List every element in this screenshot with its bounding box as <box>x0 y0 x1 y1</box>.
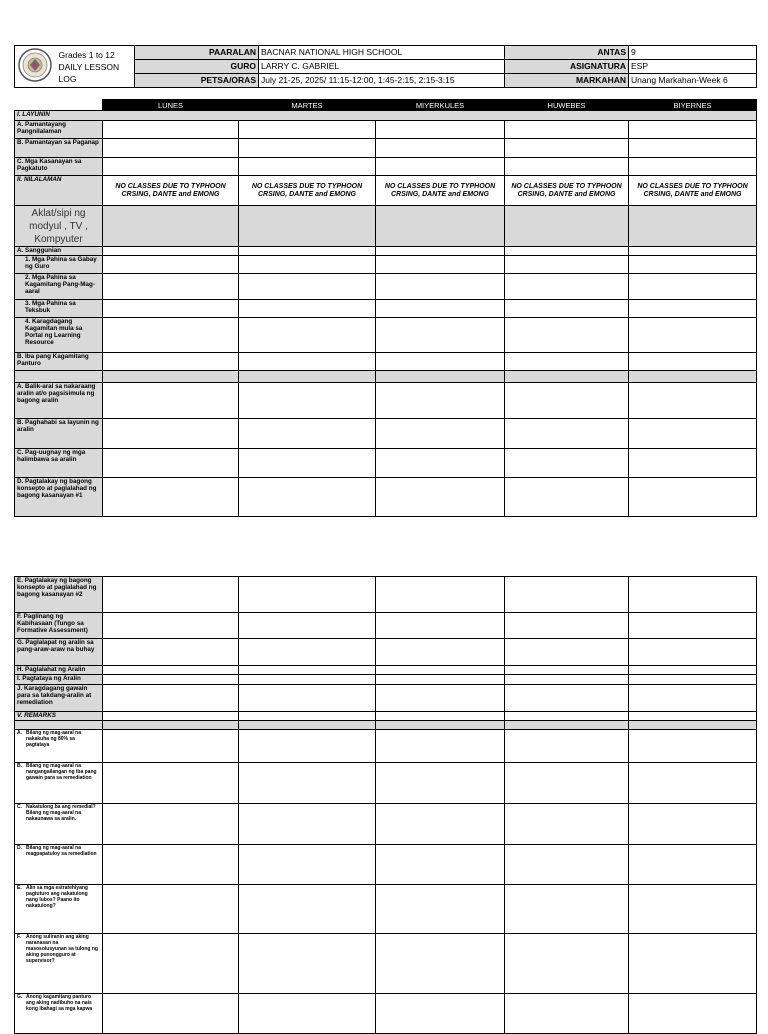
doc-title-cell <box>57 46 135 88</box>
reflection-item: B. Bilang ng mag-aaral na nangangailangan ng iba pang gawain para sa remediation <box>15 763 103 804</box>
date-value: July 21-25, 2025/ 11:15-12:00, 1:45-2:15, 2:15-3:15 <box>259 74 505 88</box>
deped-seal-cell <box>15 46 57 88</box>
lesson-plan-table-2 <box>14 576 757 1034</box>
row-label-content-standard: A. Pamantayang Pangnilalaman <box>15 121 103 139</box>
reflection-item: F. Anong suliranin ang aking naranasan na masosolusyunan sa tulong ng aking punongguro at supervisor? <box>15 934 103 994</box>
reflection-item: A. Bilang ng mag-aaral na nakakuha ng 80% sa pagtataya <box>15 730 103 763</box>
section-objectives: I. LAYUNIN <box>15 111 757 121</box>
deped-seal-icon <box>15 46 55 84</box>
row-label-discussion-1: D. Pagtalakay ng bagong konsepto at paglalahad ng bagong kasanayan #1 <box>15 478 103 517</box>
row-label-performance-standard: B. Pamantayan sa Paganap <box>15 139 103 158</box>
reflection-item: C. Nakatulong ba ang remedial? Bilang ng mag-aaral na nakaunawa sa aralin. <box>15 804 103 845</box>
row-label-mastery: F. Paglinang ng Kabihasaan (Tungo sa Formative Assessment) <box>15 613 103 639</box>
day-thursday: HUWEBES <box>505 100 629 111</box>
day-friday: BIYERNES <box>629 100 757 111</box>
subject-value: ESP <box>629 60 757 74</box>
subject-label: ASIGNATURA <box>505 60 629 74</box>
school-label: PAARALAN <box>135 46 259 60</box>
reflection-item: G. Anong kagamitang panturo ang aking nadibuho na nais kong ibahagi sa mga kapwa <box>15 994 103 1034</box>
row-label-lr-portal: 4. Karagdagang Kagamitan mula sa Portal ng Learning Resource <box>15 318 103 353</box>
quarter-value: Unang Markahan-Week 6 <box>629 74 757 88</box>
teacher-label: GURO <box>135 60 259 74</box>
no-classes-wednesday: NO CLASSES DUE TO TYPHOON CRSING, DANTE and EMONG <box>376 176 505 206</box>
grade-label: ANTAS <box>505 46 629 60</box>
teacher-value: LARRY C. GABRIEL <box>259 60 505 74</box>
row-label-examples: C. Pag-uugnay ng mga halimbawa sa aralin <box>15 449 103 478</box>
row-label-evaluation: I. Pagtataya ng Aralin <box>15 675 103 685</box>
date-label: PETSA/ORAS <box>135 74 259 88</box>
quarter-label: MARKAHAN <box>505 74 629 88</box>
row-label-generalization: H. Paglalahat ng Aralin <box>15 666 103 675</box>
doc-title-line1: DAILY LESSON <box>58 61 120 72</box>
row-label-application: G. Paglalapat ng aralin sa pang-araw-araw na buhay <box>15 639 103 666</box>
materials-label: Aklat/sipi ng modyul , TV , Kompyuter <box>15 206 103 247</box>
reflection-item: D. Bilang ng mag-aaral na magpapatuloy sa remediation <box>15 845 103 885</box>
no-classes-friday: NO CLASSES DUE TO TYPHOON CRSING, DANTE and EMONG <box>629 176 757 206</box>
no-classes-tuesday: NO CLASSES DUE TO TYPHOON CRSING, DANTE and EMONG <box>239 176 376 206</box>
row-label-other-materials: B. Iba pang Kagamitang Panturo <box>15 353 103 371</box>
row-label-learning-competencies: C. Mga Kasanayan sa Pagkatuto <box>15 158 103 176</box>
grade-value: 9 <box>629 46 757 60</box>
header-table <box>14 45 757 88</box>
day-tuesday: MARTES <box>239 100 376 111</box>
section-content: II. NILALAMAN <box>15 176 103 206</box>
day-wednesday: MIYERKULES <box>376 100 505 111</box>
school-value: BACNAR NATIONAL HIGH SCHOOL <box>259 46 505 60</box>
row-label-review: A. Balik-aral sa nakaraang aralin at/o pagsisimula ng bagong aralin <box>15 383 103 419</box>
row-label-teacher-guide-pages: 1. Mga Pahina sa Gabay ng Guro <box>15 256 103 274</box>
row-label-references: A. Sanggunian <box>15 247 103 256</box>
day-monday: LUNES <box>103 100 239 111</box>
row-label-discussion-2: E. Pagtalakay ng bagong konsepto at paglalahad ng bagong kasanayan #2 <box>15 577 103 613</box>
section-remarks: V. REMARKS <box>15 712 103 721</box>
row-label-textbook-pages: 3. Mga Pahina sa Teksbuk <box>15 300 103 318</box>
no-classes-thursday: NO CLASSES DUE TO TYPHOON CRSING, DANTE and EMONG <box>505 176 629 206</box>
row-label-learner-material-pages: 2. Mga Pahina sa Kagamitang Pang-Mag-aaral <box>15 274 103 300</box>
lesson-plan-table-1 <box>14 99 757 517</box>
corner-blank <box>15 100 103 111</box>
row-label-purpose: B. Paghahabi sa layunin ng aralin <box>15 419 103 449</box>
grades-label: Grades 1 to 12 <box>58 49 115 60</box>
row-label-assignment: J. Karagdagang gawain para sa takdang-aralin at remediation <box>15 685 103 712</box>
reflection-item: E. Alin sa mga estratehiyang pagtuturo ang nakatulong nang lubos? Paano ito nakatulong? <box>15 885 103 934</box>
doc-title-line2: LOG <box>58 73 77 84</box>
no-classes-monday: NO CLASSES DUE TO TYPHOON CRSING, DANTE and EMONG <box>103 176 239 206</box>
